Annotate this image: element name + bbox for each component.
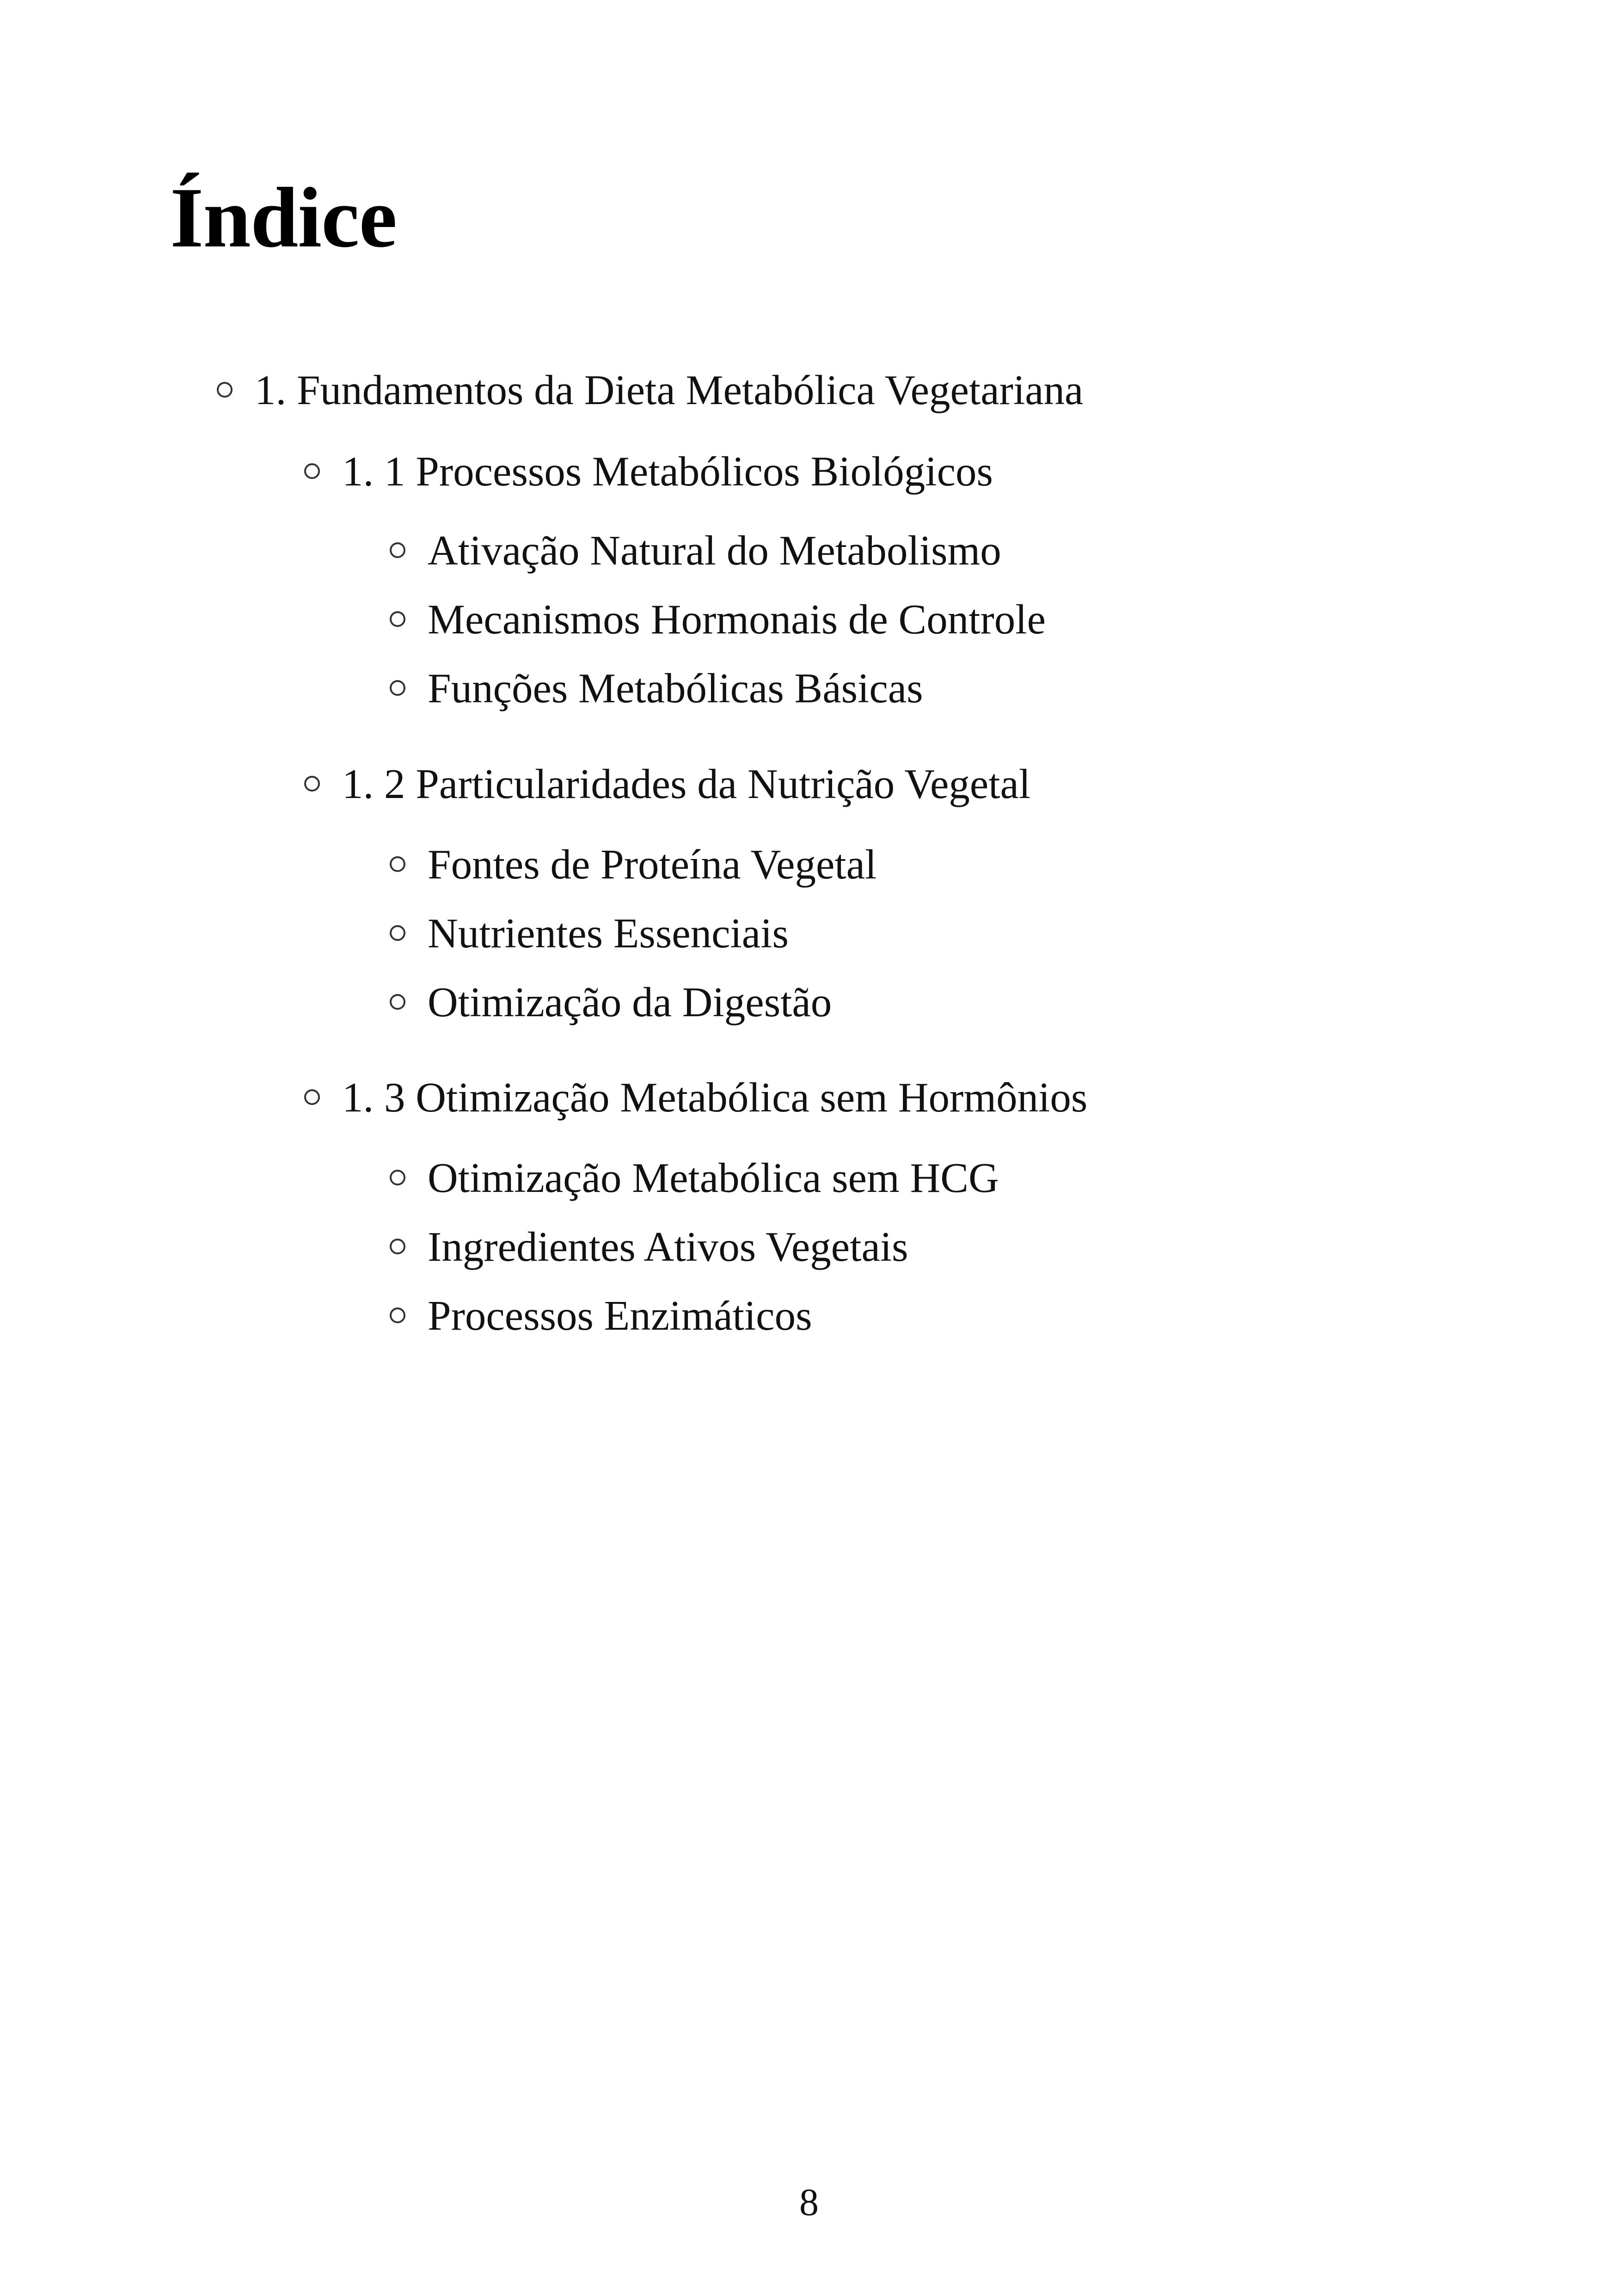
toc-item-label: Ativação Natural do Metabolismo [428,527,1001,574]
toc-item-label: Fontes de Proteína Vegetal [428,841,877,888]
open-circle-bullet-icon [390,680,405,696]
toc-item-label: Ingredientes Ativos Vegetais [428,1223,908,1270]
toc-item-subsection[interactable] [390,663,923,713]
page-title: Índice [170,170,397,265]
toc-item-label: 1. 3 Otimização Metabólica sem Hormônios [342,1074,1088,1121]
toc-item-chapter-1[interactable] [217,364,1083,415]
toc-item-subsection[interactable] [390,1221,908,1272]
toc-item-label: 1. 2 Particularidades da Nutrição Vegetal [342,760,1031,807]
toc-item-subsection[interactable] [390,525,1001,576]
open-circle-bullet-icon [304,776,320,792]
toc-item-subsection[interactable] [390,1290,812,1341]
open-circle-bullet-icon [304,463,320,479]
open-circle-bullet-icon [390,856,405,872]
toc-item-label: Nutrientes Essenciais [428,909,789,957]
open-circle-bullet-icon [390,542,405,558]
open-circle-bullet-icon [390,1170,405,1185]
open-circle-bullet-icon [390,925,405,941]
toc-item-subsection[interactable] [390,908,789,958]
page-number: 8 [799,2181,819,2224]
toc-item-subsection[interactable] [390,839,876,890]
open-circle-bullet-icon [390,1239,405,1254]
toc-item-section-1-3[interactable] [304,1072,1087,1123]
open-circle-bullet-icon [217,382,233,398]
toc-item-section-1-2[interactable] [304,758,1030,809]
toc-item-subsection[interactable] [390,1152,999,1203]
open-circle-bullet-icon [390,1308,405,1323]
open-circle-bullet-icon [304,1089,320,1105]
toc-item-label: Processos Enzimáticos [428,1292,812,1339]
toc-item-subsection[interactable] [390,594,1046,645]
toc-item-label: Funções Metabólicas Básicas [428,664,923,712]
toc-item-label: 1. 1 Processos Metabólicos Biológicos [342,448,993,495]
toc-item-subsection[interactable] [390,976,832,1027]
open-circle-bullet-icon [390,994,405,1010]
toc-item-label: 1. Fundamentos da Dieta Metabólica Vegetariana [255,366,1084,413]
toc-item-label: Otimização Metabólica sem HCG [428,1154,999,1201]
open-circle-bullet-icon [390,611,405,627]
toc-item-label: Mecanismos Hormonais de Controle [428,595,1046,643]
toc-item-label: Otimização da Digestão [428,978,832,1025]
toc-item-section-1-1[interactable] [304,446,993,497]
